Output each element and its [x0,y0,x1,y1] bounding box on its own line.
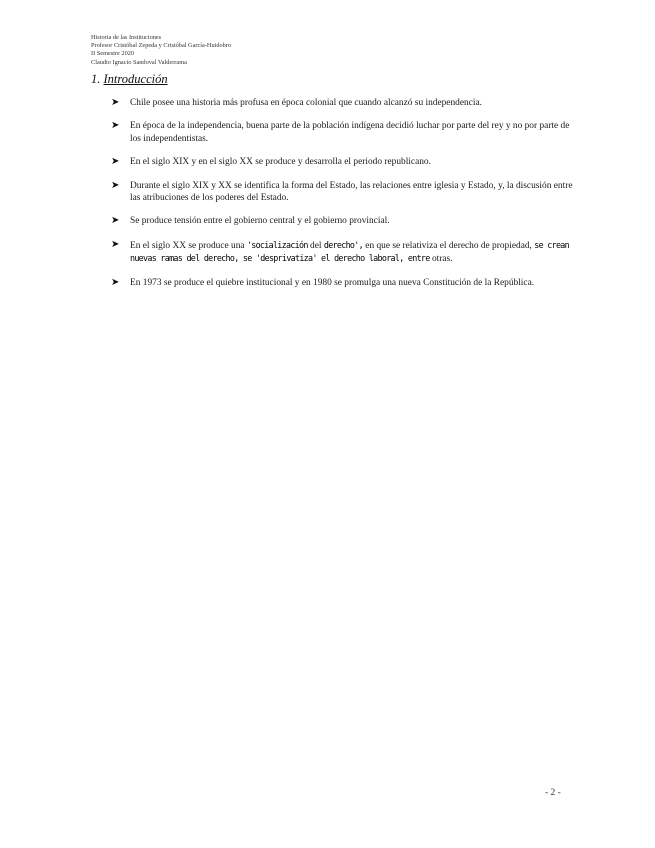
course-name: Historia de las Instituciones [91,34,162,41]
bullet-text: Durante el siglo XIX y XX se identifica la forma del Estado, las relaciones entre iglesia y Estado, y, la discusión entre las atribuciones de los poderes del Estado. [130,180,573,204]
bullet-item [111,180,576,205]
student-name: Claudio Ignacio Sandoval Valderrama [91,58,187,66]
bullet-text: Chile posee una historia más profusa en época colonial que cuando alcanzó su independencia. [130,98,482,108]
bullet-item [111,277,576,289]
bullet-text-segment: En el siglo XX se produce una [130,240,245,251]
arrow-bullet-icon: ➤ [111,156,120,168]
section-heading [91,72,168,87]
arrow-bullet-icon: ➤ [111,238,120,250]
highlighted-text: derecho', [323,239,363,250]
professors-line: Profesor Cristóbal Zepeda y Cristóbal García-Huidobro [91,42,232,50]
arrow-bullet-icon: ➤ [111,276,120,288]
highlighted-text: se crean nuevas ramas del derecho, se 'desprivatiza' el derecho laboral, entre [130,239,569,264]
arrow-bullet-icon: ➤ [111,97,120,108]
semester-line: II Semestre 2020 [91,50,135,58]
bullet-text: Se produce tensión entre el gobierno central y el gobierno provincial. [130,216,390,227]
bullet-item [111,156,576,168]
page-number: - 2 - [545,788,561,798]
bullet-item [111,120,576,145]
bullet-text-segment: del [310,240,322,251]
bullet-text-segment: en que se relativiza el derecho de propiedad, [365,240,532,251]
arrow-bullet-icon: ➤ [111,215,120,227]
bullet-text [130,241,569,264]
bullet-item [111,239,576,266]
bullet-item [111,215,576,227]
bullet-text: En el siglo XIX y en el siglo XX se produce y desarrolla el periodo republicano. [130,157,431,168]
arrow-bullet-icon: ➤ [111,120,120,132]
bullet-text: En época de la independencia, buena parte de la población indígena decidió luchar por parte del rey y no por parte de los independentistas. [130,121,570,144]
bullet-text-segment: otras. [431,254,453,265]
section-title: Introducción [103,72,168,86]
bullet-text: En 1973 se produce el quiebre institucional y en 1980 se promulga una nueva Constitución de la República. [130,277,535,288]
bullet-list [111,97,576,289]
bullet-item [111,97,576,109]
section-number: 1. [91,72,101,86]
document-header [91,34,231,67]
arrow-bullet-icon: ➤ [111,179,120,191]
highlighted-text: 'socialización [246,239,308,250]
